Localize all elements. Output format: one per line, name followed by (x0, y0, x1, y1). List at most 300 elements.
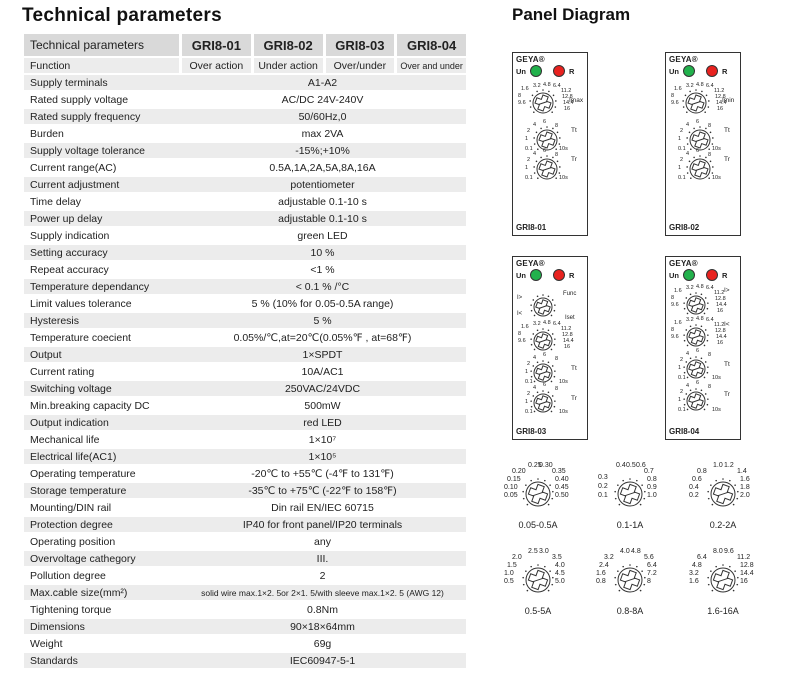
scale-label: 0.5 (504, 578, 514, 585)
tick-dot (529, 100, 531, 102)
scale-label: 12.8 (562, 94, 573, 100)
scale-label: 4 (686, 122, 690, 128)
table-row (24, 364, 466, 379)
scale-label: 4 (686, 383, 690, 389)
panel-gri8-01 (512, 52, 588, 236)
tick-dot (522, 577, 524, 579)
tick-dot (687, 313, 689, 315)
table-row (24, 381, 466, 396)
row-value: 1×10⁷ (308, 433, 337, 446)
knob-label: Iset (565, 315, 575, 321)
row-value: green LED (297, 229, 348, 242)
panel-diagram-title: Panel Diagram (512, 5, 631, 24)
tick-dot (614, 491, 616, 493)
tick-dot (629, 478, 631, 480)
row-label: Pollution degree (30, 569, 106, 582)
scale-label: 0.1 (525, 146, 533, 152)
scale-label: 4.8 (696, 82, 704, 88)
table-row (24, 398, 466, 413)
scale-label: 8 (671, 93, 675, 99)
scale-label: 12.8 (562, 332, 573, 338)
tick-dot (701, 294, 703, 296)
row-value: -35℃ to +75℃ (-22℉ to 158℉) (179, 483, 466, 498)
scale-label: 8 (518, 331, 522, 337)
table-row (24, 194, 466, 209)
row-label: Supply indication (30, 229, 110, 242)
scale-label: 2.0 (512, 554, 522, 561)
panel-gri8-03 (512, 256, 588, 440)
row-value: 1×SPDT (179, 347, 466, 362)
tick-dot (532, 95, 534, 97)
scale-label: 11.2 (714, 88, 725, 94)
knob-label: Tr (571, 156, 577, 163)
tick-dot (684, 404, 686, 406)
tick-dot (705, 361, 707, 363)
row-label: Storage temperature (24, 483, 179, 498)
scale-label: 1.2 (724, 462, 734, 469)
tick-dot (523, 584, 525, 586)
tick-dot (722, 478, 724, 480)
brand-logo: GEYA® (516, 259, 545, 268)
scale-label: 6 (543, 148, 547, 154)
tick-dot (710, 484, 712, 486)
un-label: Un (516, 67, 526, 76)
function-row (24, 58, 466, 73)
tick-dot (689, 161, 691, 163)
tick-dot (687, 143, 689, 145)
scale-label: 0.40 (555, 476, 569, 483)
scale-label: 3.2 (689, 570, 699, 577)
scale-label: 6 (696, 148, 700, 154)
scale-label: 1.6 (674, 86, 682, 92)
scale-label: 2.5 (528, 548, 538, 555)
scale-label: 1.6 (674, 288, 682, 294)
tick-dot (532, 365, 534, 367)
scale-label: 1.6 (740, 476, 750, 483)
scale-label: 8 (555, 152, 559, 158)
knob-label: Tt (724, 361, 730, 368)
scale-label: 4 (686, 151, 690, 157)
function-value: Over/under (326, 58, 395, 73)
tick-dot (537, 478, 539, 480)
tick-dot (707, 398, 709, 400)
scale-label: 4.8 (543, 82, 551, 88)
tick-dot (551, 411, 553, 413)
tick-dot (729, 566, 731, 568)
scale-label: 4.8 (543, 320, 551, 326)
scale-label: 0.1 (678, 375, 686, 381)
scale-label: 0.8 (596, 578, 606, 585)
row-label: Electrical life(AC1) (24, 449, 179, 464)
row-value: IP40 for front panel/IP20 terminals (179, 517, 466, 532)
tick-dot (554, 304, 556, 306)
tick-dot (534, 172, 536, 174)
tick-dot (704, 345, 706, 347)
scale-label: 1 (678, 165, 682, 171)
scale-label: 3.2 (686, 317, 694, 323)
tick-dot (527, 590, 529, 592)
technical-parameters-title: Technical parameters (22, 5, 222, 26)
tick-dot (736, 584, 738, 586)
scale-label: 1.0 (504, 570, 514, 577)
tick-dot (636, 480, 638, 482)
table-row (24, 483, 466, 498)
tick-dot (733, 504, 735, 506)
tick-dot (522, 491, 524, 493)
row-label: Rated supply voltage (30, 93, 129, 106)
tick-dot (531, 406, 533, 408)
r-label: R (722, 271, 728, 280)
tick-dot (704, 111, 706, 113)
tick-dot (552, 128, 554, 130)
range-dial (592, 548, 668, 620)
scale-label: 6.4 (706, 285, 714, 291)
scale-label: 11.2 (714, 290, 725, 296)
tick-dot (737, 491, 739, 493)
tick-dot (641, 484, 643, 486)
scale-label: 1 (678, 397, 682, 403)
scale-label: 4.8 (631, 548, 641, 555)
tick-dot (707, 340, 709, 342)
un-label: Un (669, 67, 679, 76)
knob-label: Tt (571, 127, 577, 134)
brand-logo: GEYA® (516, 55, 545, 64)
scale-label: 9.6 (671, 302, 679, 308)
tick-dot (707, 577, 709, 579)
scale-label: 10s (712, 146, 721, 152)
tick-dot (530, 304, 532, 306)
tick-dot (533, 111, 535, 113)
row-value: 1×10⁵ (179, 449, 466, 464)
scale-label: 2 (680, 128, 684, 134)
tick-dot (531, 310, 533, 312)
tick-dot (705, 128, 707, 130)
scale-label: 14.4 (740, 570, 754, 577)
scale-label: 12.8 (715, 94, 726, 100)
row-value: adjustable 0.1-10 s (278, 195, 367, 208)
tick-dot (537, 362, 539, 364)
scale-label: 14.4 (563, 100, 574, 106)
scale-label: 2 (527, 128, 531, 134)
tick-dot (644, 491, 646, 493)
tick-dot (685, 297, 687, 299)
scale-label: 6.4 (706, 83, 714, 89)
tick-dot (685, 393, 687, 395)
row-label: Mounting/DIN rail (30, 501, 112, 514)
tick-dot (557, 161, 559, 163)
tick-dot (684, 340, 686, 342)
model-gri8-02: GRI8-02 (254, 34, 323, 56)
row-label: Output (24, 347, 179, 362)
tick-dot (544, 566, 546, 568)
tick-dot (683, 302, 685, 304)
knob-label: Imin (722, 97, 735, 104)
scale-label: 2 (527, 361, 531, 367)
tick-dot (722, 564, 724, 566)
tick-dot (643, 584, 645, 586)
tick-dot (532, 333, 534, 335)
tick-dot (537, 564, 539, 566)
tick-dot (686, 166, 688, 168)
scale-label: 3.2 (604, 554, 614, 561)
knob-label: I< (724, 321, 730, 328)
table-row (24, 279, 466, 294)
table-row (24, 551, 466, 566)
scale-label: 14.4 (563, 338, 574, 344)
tick-dot (705, 393, 707, 395)
scale-label: 4 (533, 355, 537, 361)
scale-label: 6 (543, 119, 547, 125)
table-row (24, 415, 466, 430)
range-dial (592, 462, 668, 534)
scale-label: 1 (525, 399, 529, 405)
tick-dot (622, 480, 624, 482)
tick-dot (549, 484, 551, 486)
row-label: Protection degree (24, 517, 179, 532)
brand-logo: GEYA® (669, 259, 698, 268)
scale-label: 1.6 (596, 570, 606, 577)
row-label: Limit values tolerance (30, 297, 132, 310)
scale-label: 0.1 (525, 175, 533, 181)
scale-label: 6.4 (706, 317, 714, 323)
tick-dot (619, 590, 621, 592)
dial-caption: 0.2-2A (709, 520, 737, 530)
row-label: Power up delay (24, 211, 179, 226)
tick-dot (622, 566, 624, 568)
tick-dot (548, 590, 550, 592)
tick-dot (554, 406, 556, 408)
scale-label: 8 (555, 356, 559, 362)
scale-label: 1.8 (740, 484, 750, 491)
table-row (24, 143, 466, 158)
tick-dot (689, 132, 691, 134)
scale-label: 0.7 (644, 468, 654, 475)
scale-label: 6 (696, 119, 700, 125)
range-dial (500, 548, 576, 620)
tick-dot (551, 381, 553, 383)
tick-dot (712, 172, 714, 174)
tick-dot (552, 299, 554, 301)
tick-dot (548, 362, 550, 364)
scale-label: 4.0 (620, 548, 630, 555)
tick-dot (707, 404, 709, 406)
row-value: III. (179, 551, 466, 566)
scale-label: 9.6 (518, 338, 526, 344)
scale-label: 1 (525, 136, 529, 142)
row-value: 500mW (304, 399, 341, 412)
tick-dot (685, 361, 687, 363)
tick-dot (534, 315, 536, 317)
table-row (24, 568, 466, 583)
scale-label: 11.2 (561, 88, 572, 94)
function-value: Under action (254, 58, 323, 73)
scale-label: 11.2 (737, 554, 751, 561)
row-label: Function (24, 58, 179, 73)
row-value: 0.5A,1A,2A,5A,8A,16A (269, 161, 376, 174)
tick-dot (530, 370, 532, 372)
row-value: 0.8Nm (307, 603, 338, 616)
scale-label: 4.8 (696, 284, 704, 290)
scale-label: 4 (533, 122, 537, 128)
scale-label: 3.2 (533, 83, 541, 89)
panel-name: GRI8-03 (516, 427, 547, 436)
row-label: Current adjustment (24, 177, 179, 192)
tick-dot (701, 91, 703, 93)
tick-dot (690, 294, 692, 296)
tick-dot (549, 570, 551, 572)
tick-dot (640, 504, 642, 506)
scale-label: 6 (543, 382, 547, 388)
scale-label: 8 (671, 327, 675, 333)
scale-label: 14.4 (716, 302, 727, 308)
brand-logo: GEYA® (669, 55, 698, 64)
table-row (24, 92, 466, 107)
tick-dot (542, 89, 544, 91)
row-value: adjustable 0.1-10 s (179, 211, 466, 226)
tick-dot (530, 338, 532, 340)
tick-dot (536, 91, 538, 93)
scale-label: 10s (559, 146, 568, 152)
scale-label: 8 (708, 352, 712, 358)
table-row (24, 330, 466, 345)
table-row (24, 619, 466, 634)
table-row (24, 245, 466, 260)
scale-label: 9.6 (724, 548, 734, 555)
scale-label: 5.6 (644, 554, 654, 561)
tick-dot (687, 377, 689, 379)
range-dial (685, 462, 761, 534)
scale-label: 8 (671, 295, 675, 301)
scale-label: 1.6 (674, 320, 682, 326)
tick-dot (699, 126, 701, 128)
row-label: Hysteresis (24, 313, 179, 328)
scale-label: 0.3 (598, 474, 608, 481)
scale-label: 9.6 (518, 100, 526, 106)
tick-dot (710, 132, 712, 134)
row-label: Supply terminals (24, 75, 179, 90)
tick-dot (555, 100, 557, 102)
scale-label: 0.2 (598, 483, 608, 490)
scale-label: 1.6 (521, 324, 529, 330)
un-label: Un (669, 271, 679, 280)
scale-label: 2 (680, 357, 684, 363)
function-value: Over action (182, 58, 251, 73)
row-label: Repeat accuracy (30, 263, 109, 276)
knob-label: Tr (724, 156, 730, 163)
tick-dot (704, 313, 706, 315)
tick-dot (712, 166, 714, 168)
row-label: Operating temperature (30, 467, 136, 480)
scale-label: 14.4 (716, 334, 727, 340)
tick-dot (554, 344, 556, 346)
tick-dot (534, 381, 536, 383)
scale-label: 1 (678, 365, 682, 371)
row-value: red LED (179, 415, 466, 430)
row-label: Burden (30, 127, 64, 140)
tick-dot (525, 484, 527, 486)
panel-name: GRI8-04 (669, 427, 700, 436)
scale-label: 8.0 (713, 548, 723, 555)
scale-label: 0.35 (552, 468, 566, 475)
tick-dot (734, 570, 736, 572)
scale-label: 10s (559, 175, 568, 181)
tick-dot (704, 377, 706, 379)
knob-label: Tt (571, 365, 577, 372)
tick-dot (542, 390, 544, 392)
tick-dot (531, 376, 533, 378)
scale-label: 0.45 (555, 484, 569, 491)
row-label: Setting accuracy (24, 245, 179, 260)
tick-dot (701, 390, 703, 392)
tick-dot (705, 329, 707, 331)
scale-label: 0.6 (692, 476, 702, 483)
table-row (24, 126, 466, 141)
tick-dot (537, 148, 539, 150)
scale-label: 6 (696, 348, 700, 354)
model-gri8-04: GRI8-04 (397, 34, 466, 56)
dial-caption: 0.5-5A (524, 606, 552, 616)
row-label: Overvoltage cathegory (24, 551, 179, 566)
row-label: Mechanical life (30, 433, 100, 446)
tick-dot (534, 349, 536, 351)
scale-label: 0.20 (512, 468, 526, 475)
row-value: <1 % (310, 263, 335, 276)
tick-dot (534, 411, 536, 413)
tick-dot (644, 577, 646, 579)
tick-dot (531, 344, 533, 346)
tick-dot (559, 166, 561, 168)
tick-dot (682, 100, 684, 102)
row-label: Current rating (30, 365, 95, 378)
scale-label: 8 (555, 386, 559, 392)
tick-dot (736, 498, 738, 500)
tick-dot (551, 349, 553, 351)
tick-dot (551, 498, 553, 500)
row-value: 0.05%/℃,at=20℃(0.05%℉ , at=68℉) (233, 331, 412, 344)
scale-label: 0.25 (528, 462, 542, 469)
tick-dot (530, 400, 532, 402)
tick-dot (619, 504, 621, 506)
tick-dot (554, 400, 556, 402)
tick-dot (701, 326, 703, 328)
dial-caption: 1.6-16A (707, 606, 739, 616)
tick-dot (544, 480, 546, 482)
tick-dot (689, 91, 691, 93)
row-label: Rated supply frequency (24, 109, 179, 124)
table-row (24, 160, 466, 175)
tick-dot (640, 590, 642, 592)
row-value: potentiometer (179, 177, 466, 192)
tick-dot (712, 504, 714, 506)
tick-dot (708, 177, 710, 179)
range-dial (685, 548, 761, 620)
scale-label: 2 (680, 389, 684, 395)
scale-label: 3.2 (533, 321, 541, 327)
scale-label: 12.8 (715, 296, 726, 302)
tick-dot (715, 566, 717, 568)
tick-dot (534, 143, 536, 145)
scale-label: 10s (559, 379, 568, 385)
tick-dot (533, 137, 535, 139)
tick-dot (685, 329, 687, 331)
dial-caption: 0.1-1A (616, 520, 644, 530)
scale-label: 0.1 (525, 379, 533, 385)
tick-dot (729, 480, 731, 482)
scale-label: 4 (533, 151, 537, 157)
scale-label: 16 (564, 106, 571, 112)
scale-label: 4.8 (692, 562, 702, 569)
knob-label: Tr (571, 395, 577, 402)
